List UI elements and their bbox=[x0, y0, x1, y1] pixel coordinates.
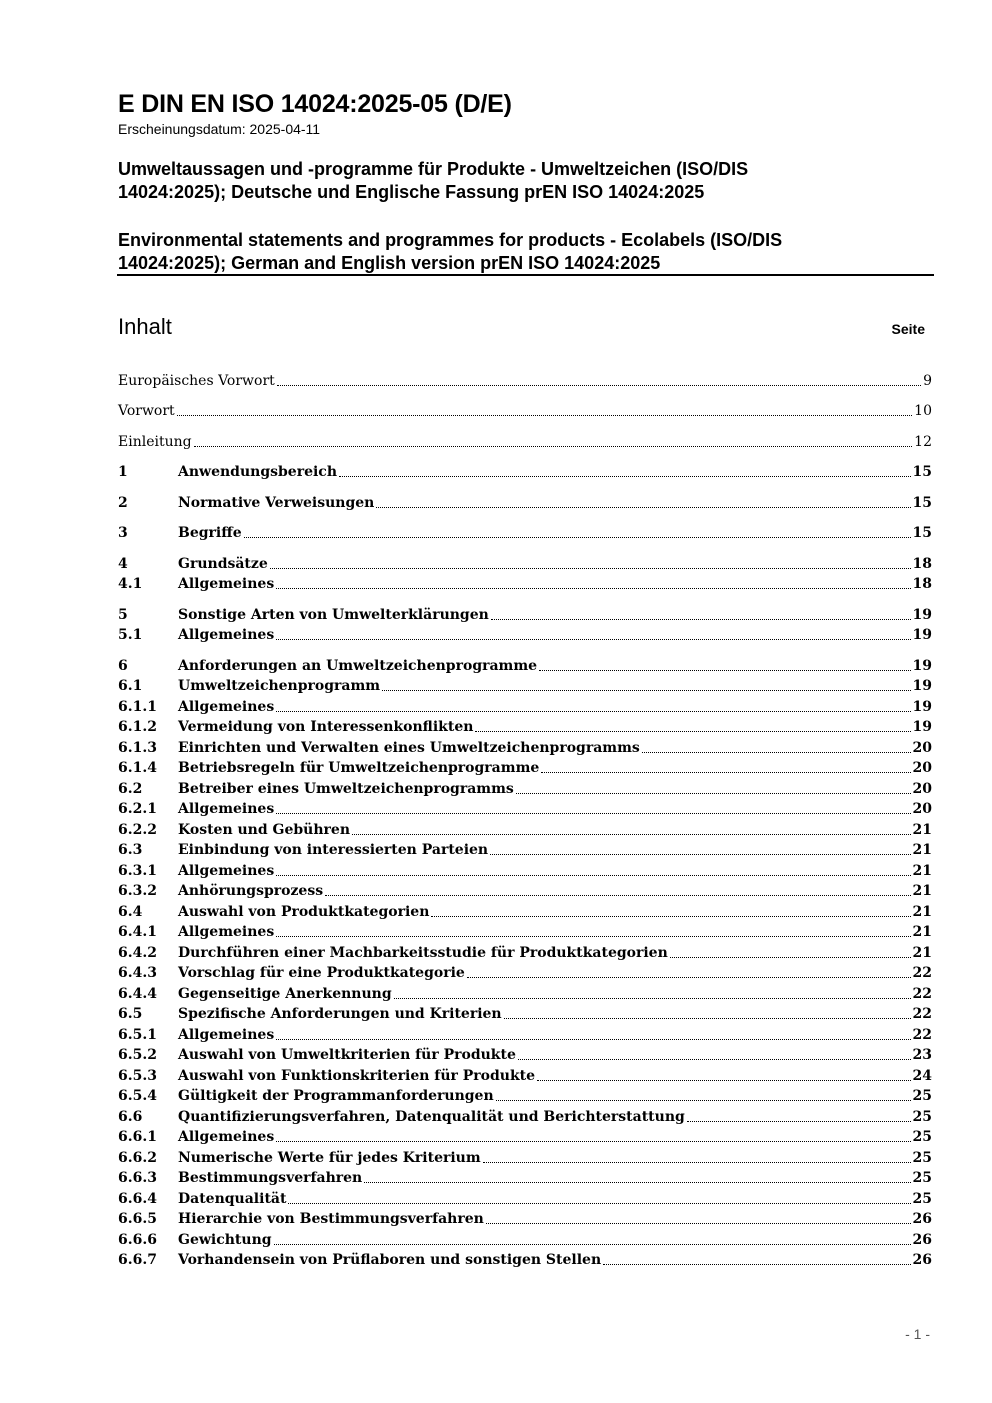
toc-entry-number: 6.4.3 bbox=[118, 965, 157, 981]
toc-entry-page: 26 bbox=[912, 1232, 932, 1248]
toc-dot-leader bbox=[325, 894, 910, 896]
toc-entry[interactable] bbox=[118, 820, 932, 840]
toc-entry-title: Durchführen einer Machbarkeitsstudie für Produktkategorien bbox=[178, 945, 668, 961]
toc-entry-title: Hierarchie von Bestimmungsverfahren bbox=[178, 1211, 484, 1227]
toc-dot-leader bbox=[539, 669, 910, 671]
toc-dot-leader bbox=[270, 567, 911, 569]
toc-entry[interactable] bbox=[118, 1148, 932, 1168]
toc-entry-page: 18 bbox=[912, 556, 932, 572]
toc-entry-title: Vermeidung von Interessenkonflikten bbox=[178, 719, 474, 735]
header-divider bbox=[117, 274, 934, 276]
toc-entry-number: 6.1.3 bbox=[118, 740, 157, 756]
toc-entry-page: 22 bbox=[912, 986, 932, 1002]
toc-dot-leader bbox=[276, 874, 910, 876]
toc-entry-number: 6.1.1 bbox=[118, 699, 157, 715]
toc-entry-title: Allgemeines bbox=[178, 801, 275, 817]
toc-entry-title: Umweltzeichenprogramm bbox=[178, 678, 381, 694]
toc-dot-leader bbox=[339, 475, 911, 477]
toc-dot-leader bbox=[541, 771, 910, 773]
toc-entry-page: 22 bbox=[912, 1006, 932, 1022]
toc-entry[interactable] bbox=[118, 1086, 932, 1106]
title-german-line-1: Umweltaussagen und -programme für Produkte - Umweltzeichen (ISO/DIS bbox=[118, 159, 749, 179]
toc-entry-title: Anhörungsprozess bbox=[178, 883, 324, 899]
toc-entry-number: 5 bbox=[118, 607, 128, 623]
toc-entry-number: 5.1 bbox=[118, 627, 143, 643]
toc-entry[interactable] bbox=[118, 1189, 932, 1209]
toc-dot-leader bbox=[276, 812, 910, 814]
toc-dot-leader bbox=[603, 1263, 910, 1265]
toc-entry-number: 6.6 bbox=[118, 1109, 143, 1125]
document-id: E DIN EN ISO 14024:2025-05 (D/E) bbox=[118, 90, 512, 118]
toc-entry-page: 25 bbox=[912, 1170, 932, 1186]
toc-entry[interactable] bbox=[118, 432, 932, 452]
toc-entry-page: 21 bbox=[912, 924, 932, 940]
toc-entry-page: 25 bbox=[912, 1088, 932, 1104]
toc-dot-leader bbox=[288, 1202, 910, 1204]
toc-dot-leader bbox=[274, 1243, 911, 1245]
toc-entry-title: Vorwort bbox=[118, 403, 175, 419]
toc-dot-leader bbox=[276, 587, 910, 589]
toc-dot-leader bbox=[504, 1017, 911, 1019]
toc-entry-number: 6.6.1 bbox=[118, 1129, 157, 1145]
toc-dot-leader bbox=[244, 536, 911, 538]
toc-dot-leader bbox=[276, 638, 910, 640]
toc-entry[interactable] bbox=[118, 840, 932, 860]
toc-entry-page: 21 bbox=[912, 863, 932, 879]
toc-dot-leader bbox=[518, 1058, 911, 1060]
toc-dot-leader bbox=[394, 997, 911, 999]
toc-entry-number: 6.6.3 bbox=[118, 1170, 157, 1186]
toc-entry-number: 2 bbox=[118, 495, 128, 511]
toc-entry-title: Begriffe bbox=[178, 525, 242, 541]
toc-entry-page: 26 bbox=[912, 1211, 932, 1227]
toc-entry[interactable] bbox=[118, 943, 932, 963]
toc-dot-leader bbox=[276, 935, 910, 937]
toc-entry[interactable] bbox=[118, 625, 932, 645]
toc-entry-page: 12 bbox=[914, 434, 932, 450]
toc-entry-title: Vorschlag für eine Produktkategorie bbox=[178, 965, 465, 981]
toc-entry[interactable] bbox=[118, 1168, 932, 1188]
toc-entry[interactable] bbox=[118, 1127, 932, 1147]
toc-dot-leader bbox=[496, 1099, 911, 1101]
toc-entry-page: 20 bbox=[912, 801, 932, 817]
toc-entry-page: 21 bbox=[912, 842, 932, 858]
toc-entry-title: Allgemeines bbox=[178, 576, 275, 592]
toc-dot-leader bbox=[431, 915, 910, 917]
toc-entry[interactable] bbox=[118, 554, 932, 574]
toc-entry-number: 6.3.1 bbox=[118, 863, 157, 879]
toc-entry-title: Kosten und Gebühren bbox=[178, 822, 350, 838]
title-german-line-2: 14024:2025); Deutsche und Englische Fassung prEN ISO 14024:2025 bbox=[118, 182, 705, 202]
toc-entry-number: 6.6.7 bbox=[118, 1252, 157, 1268]
toc-entry-number: 6.5.3 bbox=[118, 1068, 157, 1084]
toc-entry[interactable] bbox=[118, 738, 932, 758]
toc-entry-number: 6.4.1 bbox=[118, 924, 157, 940]
toc-entry-title: Spezifische Anforderungen und Kriterien bbox=[178, 1006, 502, 1022]
toc-dot-leader bbox=[642, 751, 911, 753]
toc-entry[interactable] bbox=[118, 656, 932, 676]
toc-entry[interactable] bbox=[118, 922, 932, 942]
toc-dot-leader bbox=[276, 710, 910, 712]
toc-entry-page: 20 bbox=[912, 740, 932, 756]
toc-entry-number: 6.2 bbox=[118, 781, 143, 797]
toc-dot-leader bbox=[364, 1181, 910, 1183]
toc-entry-title: Allgemeines bbox=[178, 1129, 275, 1145]
toc-entry-number: 3 bbox=[118, 525, 128, 541]
toc-entry-title: Sonstige Arten von Umwelterklärungen bbox=[178, 607, 489, 623]
toc-entry-page: 21 bbox=[912, 822, 932, 838]
toc-entry-title: Grundsätze bbox=[178, 556, 268, 572]
toc-dot-leader bbox=[486, 1222, 911, 1224]
toc-entry[interactable] bbox=[118, 779, 932, 799]
toc-entry[interactable] bbox=[118, 1107, 932, 1127]
toc-entry-page: 21 bbox=[912, 883, 932, 899]
toc-entry-page: 25 bbox=[912, 1109, 932, 1125]
page-number: - 1 - bbox=[905, 1326, 930, 1342]
toc-entry[interactable] bbox=[118, 902, 932, 922]
toc-entry-number: 6.2.2 bbox=[118, 822, 157, 838]
toc-entry[interactable] bbox=[118, 963, 932, 983]
toc-entry-title: Bestimmungsverfahren bbox=[178, 1170, 363, 1186]
toc-entry-number: 6.4.2 bbox=[118, 945, 157, 961]
toc-dot-leader bbox=[277, 384, 921, 386]
toc-entry-title: Allgemeines bbox=[178, 699, 275, 715]
toc-dot-leader bbox=[687, 1120, 911, 1122]
toc-entry-title: Allgemeines bbox=[178, 1027, 275, 1043]
toc-page-column-label: Seite bbox=[891, 321, 925, 337]
toc-dot-leader bbox=[194, 445, 913, 447]
title-german bbox=[118, 158, 898, 204]
toc-entry-page: 22 bbox=[912, 965, 932, 981]
toc-entry[interactable] bbox=[118, 697, 932, 717]
toc-entry-number: 6.4 bbox=[118, 904, 143, 920]
toc-entry-page: 18 bbox=[912, 576, 932, 592]
toc-heading: Inhalt bbox=[118, 314, 172, 339]
toc-entry-page: 21 bbox=[912, 945, 932, 961]
toc-entry-title: Numerische Werte für jedes Kriterium bbox=[178, 1150, 481, 1166]
toc-entry[interactable] bbox=[118, 371, 932, 391]
toc-dot-leader bbox=[376, 506, 910, 508]
toc-dot-leader bbox=[276, 1038, 910, 1040]
toc-entry-page: 15 bbox=[912, 525, 932, 541]
toc-entry-number: 6.2.1 bbox=[118, 801, 157, 817]
toc-entry-title: Anwendungsbereich bbox=[178, 464, 337, 480]
toc-entry-page: 19 bbox=[912, 658, 932, 674]
toc-entry[interactable] bbox=[118, 523, 932, 543]
toc-entry-number: 6.5 bbox=[118, 1006, 143, 1022]
toc-entry[interactable] bbox=[118, 758, 932, 778]
toc-entry[interactable] bbox=[118, 1230, 932, 1250]
toc-dot-leader bbox=[516, 792, 911, 794]
toc-entry-page: 19 bbox=[912, 678, 932, 694]
toc-entry-title: Einleitung bbox=[118, 434, 192, 450]
toc-entry[interactable] bbox=[118, 1250, 932, 1270]
toc-dot-leader bbox=[382, 689, 910, 691]
toc-entry-title: Quantifizierungsverfahren, Datenqualität und Berichterstattung bbox=[178, 1109, 685, 1125]
toc-entry-title: Allgemeines bbox=[178, 924, 275, 940]
toc-entry-page: 23 bbox=[912, 1047, 932, 1063]
toc-entry-title: Gegenseitige Anerkennung bbox=[178, 986, 392, 1002]
toc-entry-title: Betreiber eines Umweltzeichenprogramms bbox=[178, 781, 514, 797]
toc-entry[interactable] bbox=[118, 574, 932, 594]
toc-entry-page: 25 bbox=[912, 1150, 932, 1166]
toc-entry-page: 26 bbox=[912, 1252, 932, 1268]
toc-entry[interactable] bbox=[118, 401, 932, 421]
toc-entry-page: 15 bbox=[912, 495, 932, 511]
toc-entry[interactable] bbox=[118, 1004, 932, 1024]
toc-entry-page: 24 bbox=[912, 1068, 932, 1084]
toc-entry-number: 4.1 bbox=[118, 576, 143, 592]
toc-entry[interactable] bbox=[118, 1045, 932, 1065]
toc-entry-title: Datenqualität bbox=[178, 1191, 287, 1207]
toc-entry-page: 21 bbox=[912, 904, 932, 920]
toc-entry[interactable] bbox=[118, 1209, 932, 1229]
toc-entry-number: 6.1.4 bbox=[118, 760, 157, 776]
toc-entry-page: 25 bbox=[912, 1129, 932, 1145]
toc-entry-number: 6.1.2 bbox=[118, 719, 157, 735]
toc-dot-leader bbox=[352, 833, 911, 835]
toc-entry-number: 6.6.4 bbox=[118, 1191, 157, 1207]
toc-entry[interactable] bbox=[118, 799, 932, 819]
toc-entry-page: 9 bbox=[923, 373, 932, 389]
toc-entry[interactable] bbox=[118, 1066, 932, 1086]
toc-entry-number: 6 bbox=[118, 658, 128, 674]
toc-entry-title: Gewichtung bbox=[178, 1232, 272, 1248]
toc-entry-page: 15 bbox=[912, 464, 932, 480]
toc-dot-leader bbox=[490, 853, 910, 855]
toc-entry-number: 1 bbox=[118, 464, 128, 480]
toc-dot-leader bbox=[537, 1079, 910, 1081]
toc-entry-page: 20 bbox=[912, 760, 932, 776]
toc-entry-number: 6.3.2 bbox=[118, 883, 157, 899]
toc-entry-number: 6.5.4 bbox=[118, 1088, 157, 1104]
toc-entry-number: 6.5.1 bbox=[118, 1027, 157, 1043]
toc-entry-title: Allgemeines bbox=[178, 863, 275, 879]
toc-entry-title: Einrichten und Verwalten eines Umweltzeichenprogramms bbox=[178, 740, 640, 756]
toc-dot-leader bbox=[670, 956, 911, 958]
toc-dot-leader bbox=[177, 414, 912, 416]
toc-entry-number: 6.3 bbox=[118, 842, 143, 858]
title-english-line-1: Environmental statements and programmes for products - Ecolabels (ISO/DIS bbox=[118, 230, 783, 250]
toc-entry-title: Vorhandensein von Prüflaboren und sonstigen Stellen bbox=[178, 1252, 602, 1268]
toc-entry[interactable] bbox=[118, 861, 932, 881]
toc-dot-leader bbox=[467, 976, 911, 978]
toc-entry-number: 6.1 bbox=[118, 678, 143, 694]
toc-dot-leader bbox=[276, 1140, 910, 1142]
toc-entry-number: 4 bbox=[118, 556, 128, 572]
toc-entry-title: Europäisches Vorwort bbox=[118, 373, 275, 389]
toc-entry-title: Normative Verweisungen bbox=[178, 495, 375, 511]
toc-entry-page: 20 bbox=[912, 781, 932, 797]
title-english-line-2: 14024:2025); German and English version prEN ISO 14024:2025 bbox=[118, 253, 661, 273]
toc-entry-title: Betriebsregeln für Umweltzeichenprogramme bbox=[178, 760, 540, 776]
toc-entry-page: 22 bbox=[912, 1027, 932, 1043]
toc-dot-leader bbox=[475, 730, 910, 732]
toc-dot-leader bbox=[491, 618, 911, 620]
publication-date: Erscheinungsdatum: 2025-04-11 bbox=[118, 121, 321, 137]
toc-entry-title: Auswahl von Produktkategorien bbox=[178, 904, 430, 920]
toc-entry-number: 6.5.2 bbox=[118, 1047, 157, 1063]
toc-entry[interactable] bbox=[118, 984, 932, 1004]
toc-entry-number: 6.4.4 bbox=[118, 986, 157, 1002]
toc-entry-page: 19 bbox=[912, 607, 932, 623]
toc-entry-page: 19 bbox=[912, 719, 932, 735]
toc-entry-page: 19 bbox=[912, 627, 932, 643]
toc-entry-title: Anforderungen an Umweltzeichenprogramme bbox=[178, 658, 538, 674]
toc-entry[interactable] bbox=[118, 1025, 932, 1045]
toc-entry[interactable] bbox=[118, 676, 932, 696]
toc-entry-title: Einbindung von interessierten Parteien bbox=[178, 842, 489, 858]
title-english bbox=[118, 229, 898, 275]
toc-entry-page: 19 bbox=[912, 699, 932, 715]
toc-entry[interactable] bbox=[118, 605, 932, 625]
toc-entry-page: 10 bbox=[914, 403, 932, 419]
toc-entry[interactable] bbox=[118, 493, 932, 513]
toc-entry-number: 6.6.2 bbox=[118, 1150, 157, 1166]
toc-entry[interactable] bbox=[118, 881, 932, 901]
toc-entry-title: Auswahl von Umweltkriterien für Produkte bbox=[178, 1047, 516, 1063]
toc-entry-title: Gültigkeit der Programmanforderungen bbox=[178, 1088, 494, 1104]
toc-entry-title: Allgemeines bbox=[178, 627, 275, 643]
toc-entry-number: 6.6.6 bbox=[118, 1232, 157, 1248]
toc-entry[interactable] bbox=[118, 717, 932, 737]
toc-dot-leader bbox=[483, 1161, 911, 1163]
toc-entry[interactable] bbox=[118, 462, 932, 482]
toc-entry-number: 6.6.5 bbox=[118, 1211, 157, 1227]
toc-entry-title: Auswahl von Funktionskriterien für Produkte bbox=[178, 1068, 536, 1084]
toc-entry-page: 25 bbox=[912, 1191, 932, 1207]
